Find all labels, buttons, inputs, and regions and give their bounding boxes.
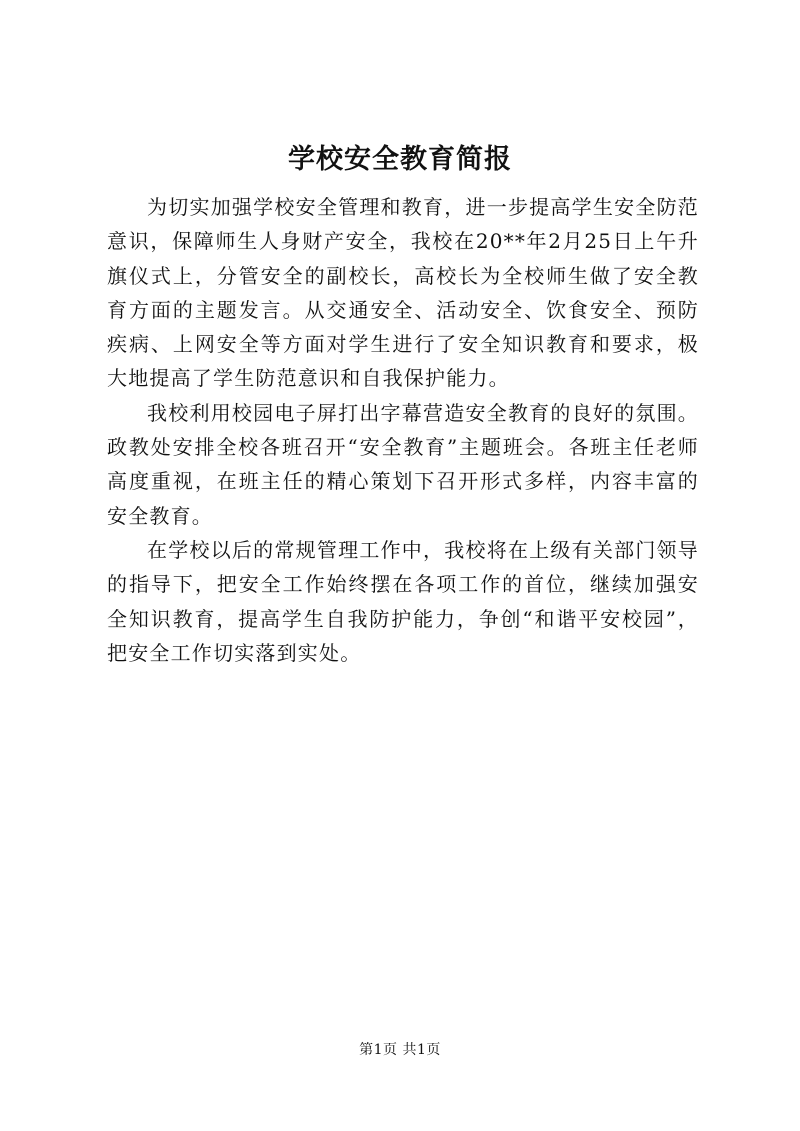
document-body: [107, 190, 699, 670]
paragraph-3: 在学校以后的常规管理工作中，我校将在上级有关部门领导的指导下，把安全工作始终摆在各项工作的首位，继续加强安全知识教育，提高学生自我防护能力，争创“和谐平安校园”，把安全工作切实落到实处。: [107, 537, 699, 665]
page-footer: 第1页 共1页: [359, 1042, 441, 1058]
paragraph-2: 我校利用校园电子屏打出字幕营造安全教育的良好的氛围。政教处安排全校各班召开“安全教育”主题班会。各班主任老师高度重视，在班主任的精心策划下召开形式多样，内容丰富的安全教育。: [107, 400, 699, 528]
document-title: 学校安全教育简报: [288, 144, 512, 175]
paragraph-1: 为切实加强学校安全管理和教育，进一步提高学生安全防范意识，保障师生人身财产安全，我校在20**年2月25日上午升旗仪式上，分管安全的副校长，高校长为全校师生做了安全教育方面的主题发言。从交通安全、活动安全、饮食安全、预防疾病、上网安全等方面对学生进行了安全知识教育和要求，极大地提高了学生防范意识和自我保护能力。: [107, 195, 699, 391]
